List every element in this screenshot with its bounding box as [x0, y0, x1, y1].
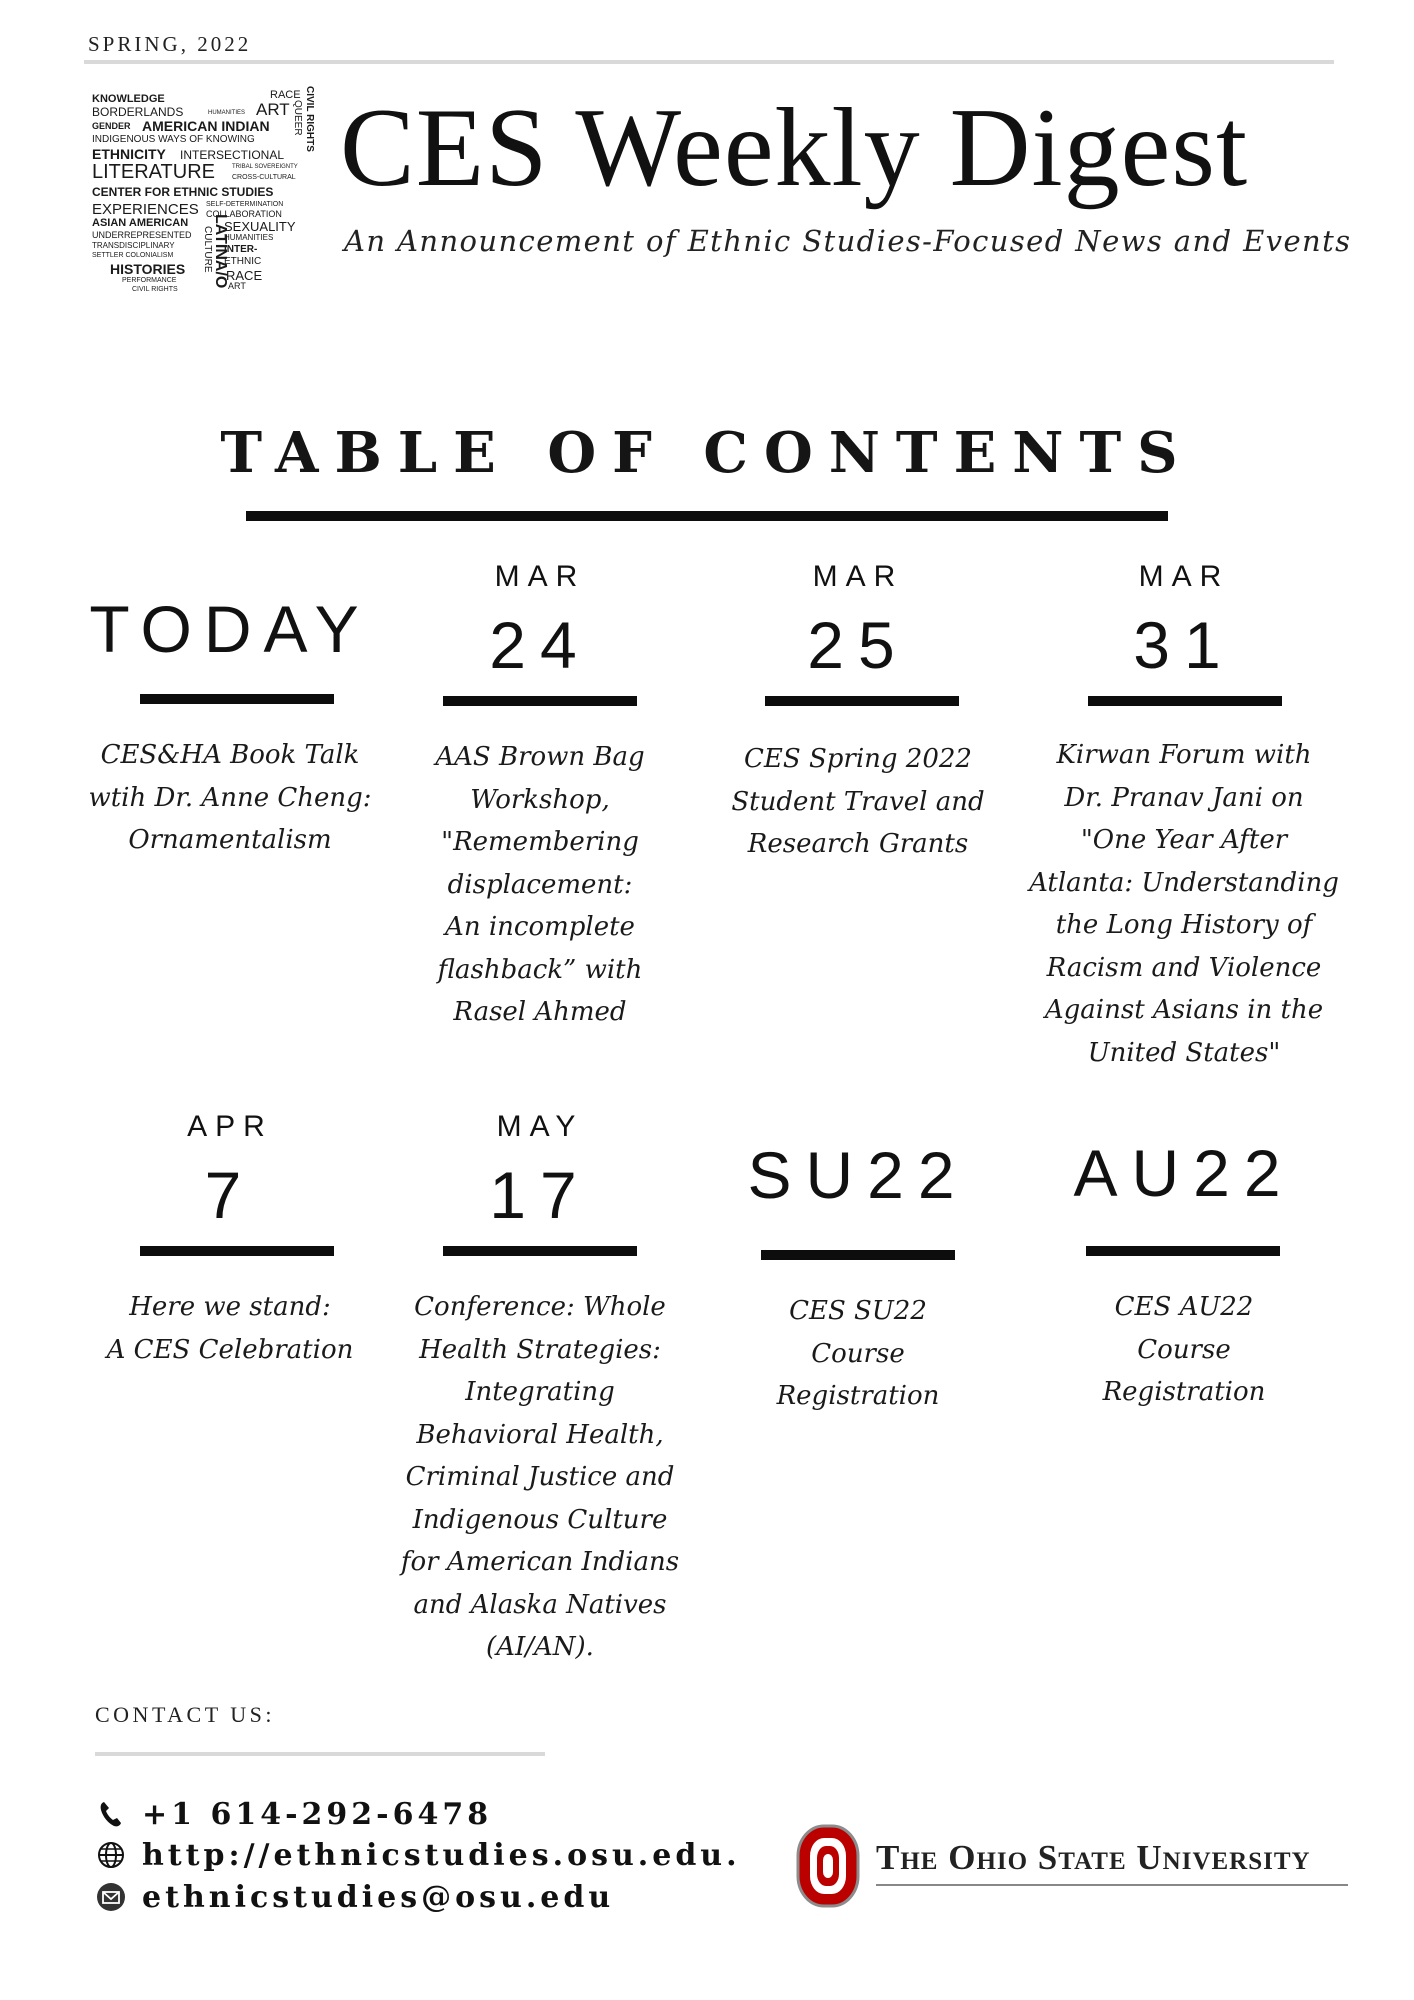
entry-day: 31 [1133, 608, 1235, 682]
entry-month: MAR [494, 560, 586, 593]
wordcloud-word: INDIGENOUS WAYS OF KNOWING [92, 134, 255, 145]
entry-underline [140, 1246, 334, 1256]
ces-wordcloud-logo [88, 86, 318, 324]
wordcloud-word: ETHNIC [224, 256, 262, 267]
entry-month: MAR [812, 560, 904, 593]
wordcloud-word: SELF-DETERMINATION [206, 201, 284, 208]
wordcloud-word: CIVIL RIGHTS [132, 286, 178, 293]
entry-title: AAS Brown Bag Workshop, "Remembering displacement: An incomplete flashback” with Rasel Ahmed [435, 742, 645, 1027]
wordcloud-word: ART [256, 100, 290, 119]
wordcloud-word: ART [228, 281, 246, 291]
contact-phone[interactable] [96, 1797, 492, 1831]
toc-heading: TABLE OF CONTENTS [220, 420, 1194, 486]
university-underline [876, 1884, 1348, 1886]
globe-icon [96, 1840, 126, 1870]
wordcloud-word: HUMANITIES [208, 110, 246, 116]
contact-email[interactable] [96, 1880, 614, 1914]
wordcloud-word: AMERICAN INDIAN [142, 118, 270, 134]
wordcloud-word: LATINA/O [212, 214, 229, 289]
contact-heading: CONTACT US: [95, 1702, 275, 1727]
entry-underline [443, 696, 637, 706]
wordcloud-word: CIVIL RIGHTS [304, 86, 315, 152]
entry-title: Kirwan Forum with Dr. Pranav Jani on "One Year After Atlanta: Understanding the Long History of Racism and Violence Against Asians in the United States" [1029, 740, 1339, 1068]
wordcloud-word: UNDERREPRESENTED [92, 230, 192, 240]
toc-entry-mar-25[interactable] [698, 560, 1018, 880]
toc-entry-apr-7[interactable] [70, 1110, 390, 1410]
wordcloud-word: CROSS-CULTURAL [232, 174, 296, 181]
wordcloud-word: INTER- [224, 244, 258, 255]
osu-logo [796, 1824, 1356, 1910]
toc-entry-mar-31[interactable] [1024, 560, 1344, 1080]
top-divider [84, 60, 1334, 64]
wordcloud-word: QUEER [292, 100, 303, 136]
season-label: SPRING, 2022 [88, 32, 252, 56]
entry-month: MAR [1138, 560, 1230, 593]
block-o-icon [796, 1824, 860, 1910]
entry-day: 24 [489, 608, 591, 682]
toc-entry-may-17[interactable] [380, 1110, 700, 1670]
entry-title: Here we stand: A CES Celebration [106, 1292, 354, 1365]
entry-underline [765, 696, 959, 706]
wordcloud-word: CULTURE [202, 226, 213, 273]
page-subtitle: An Announcement of Ethnic Studies-Focused News and Events [344, 224, 1352, 258]
wordcloud-word: ASIAN AMERICAN [92, 217, 189, 229]
toc-divider [246, 511, 1168, 521]
wordcloud-word: PERFORMANCE [122, 277, 177, 284]
entry-month: APR [187, 1110, 273, 1143]
wordcloud-word: BORDERLANDS [92, 105, 184, 119]
wordcloud-word: SETTLER COLONIALISM [92, 252, 174, 259]
wordcloud-word: KNOWLEDGE [92, 93, 165, 105]
entry-term: AU22 [1073, 1136, 1295, 1210]
wordcloud-word: EXPERIENCES [92, 201, 199, 218]
wordcloud-word: ETHNICITY [92, 146, 166, 162]
university-name: The Ohio State University [876, 1838, 1311, 1877]
entry-underline [1088, 696, 1282, 706]
email-address[interactable]: ethnicstudies@osu.edu [142, 1879, 615, 1915]
toc-entry-su22[interactable] [698, 1110, 1018, 1430]
phone-icon [96, 1799, 126, 1829]
wordcloud-word: RACE [226, 268, 263, 283]
entry-title: CES Spring 2022 Student Travel and Research Grants [731, 744, 985, 859]
wordcloud-word: COLLABORATION [206, 209, 282, 219]
entry-underline [140, 694, 334, 704]
entry-term: SU22 [747, 1138, 969, 1212]
entry-title: Conference: Whole Health Strategies: Integrating Behavioral Health, Criminal Justice and Indigenous Culture for American Indians and Alaska Natives (AI/AN). [400, 1292, 680, 1662]
toc-entry-today[interactable] [70, 560, 390, 900]
contact-website[interactable] [96, 1838, 741, 1872]
entry-title: CES SU22 Course Registration [776, 1296, 940, 1411]
wordcloud-word: INTERSECTIONAL [180, 148, 285, 162]
phone-number: +1 614-292-6478 [142, 1796, 493, 1832]
wordcloud-word: TRANSDISCIPLINARY [92, 241, 175, 250]
entry-day: 25 [807, 608, 909, 682]
entry-underline [443, 1246, 637, 1256]
entry-date: TODAY [89, 592, 371, 666]
wordcloud-word: CENTER FOR ETHNIC STUDIES [92, 185, 274, 199]
entry-underline [761, 1250, 955, 1260]
entry-day: 17 [489, 1158, 591, 1232]
wordcloud-word: RACE [270, 89, 301, 101]
page-title: CES Weekly Digest [340, 86, 1249, 210]
mail-icon [96, 1882, 126, 1912]
wordcloud-word: LITERATURE [92, 161, 215, 183]
wordcloud-word: TRIBAL SOVEREIGNTY [232, 164, 298, 170]
wordcloud-word: GENDER [92, 121, 131, 131]
wordcloud-word: SEXUALITY [224, 219, 296, 234]
toc-entry-au22[interactable] [1024, 1110, 1344, 1430]
entry-underline [1086, 1246, 1280, 1256]
toc-entry-mar-24[interactable] [380, 560, 700, 1040]
entry-title: CES&HA Book Talk wtih Dr. Anne Cheng: Ornamentalism [88, 740, 372, 855]
entry-title: CES AU22 Course Registration [1102, 1292, 1266, 1407]
contact-divider [95, 1752, 545, 1756]
entry-day: 7 [204, 1158, 256, 1232]
entry-month: MAY [496, 1110, 584, 1143]
website-link[interactable]: http://ethnicstudies.osu.edu. [142, 1837, 741, 1873]
wordcloud-word: HISTORIES [110, 261, 186, 277]
wordcloud-word: HUMANITIES [224, 233, 274, 242]
